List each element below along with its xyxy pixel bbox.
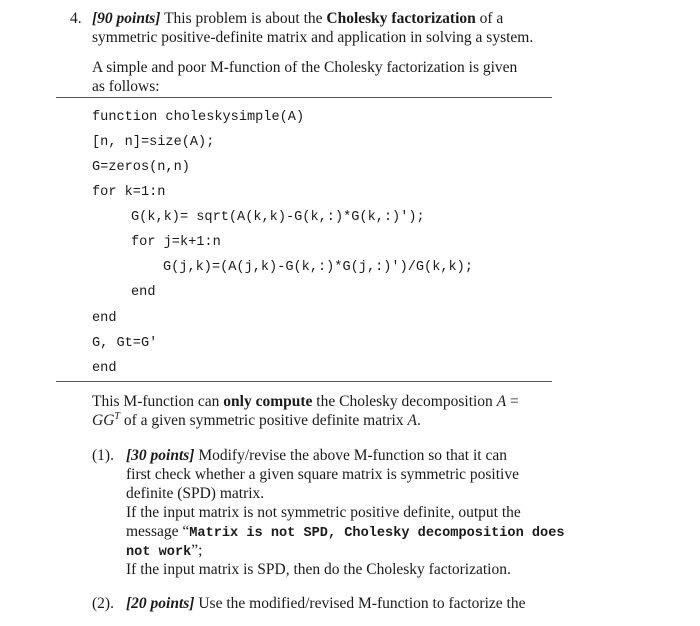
problem-points: [90 points] — [92, 10, 161, 27]
code-line-9: end — [92, 311, 117, 326]
part1-points: [30 points] — [126, 447, 195, 464]
eq-lhs: A — [496, 393, 507, 410]
part1-label: (1). — [92, 447, 114, 464]
code-line-11: end — [92, 361, 117, 376]
intro-pre: This problem is about the — [164, 10, 323, 27]
part2-line1 — [126, 594, 525, 613]
code-line-10: G, Gt=G' — [92, 336, 158, 351]
code-line-5: G(k,k)= sqrt(A(k,k)-G(k,:)*G(k,:)'); — [131, 210, 425, 225]
part1-line7: If the input matrix is SPD, then do the Cholesky factorization. — [126, 561, 511, 578]
problem-intro-line1 — [92, 9, 503, 28]
part2-points: [20 points] — [126, 595, 195, 612]
after-pre: This M-function can — [92, 393, 220, 410]
code-line-8: end — [131, 285, 156, 300]
eq-sup: T — [114, 411, 120, 422]
part1-line2: first check whether a given square matrix is symmetric positive — [126, 466, 519, 483]
part1-line1 — [126, 446, 507, 465]
part2-label: (2). — [92, 595, 114, 612]
part2-line1-rest: Use the modified/revised M-function to factorize the — [198, 595, 526, 612]
code-line-4: for k=1:n — [92, 185, 166, 200]
part1-line4: If the input matrix is not symmetric positive definite, output the — [126, 504, 521, 521]
after-post: the Cholesky decomposition — [316, 393, 493, 410]
after-line1 — [92, 392, 519, 411]
code-bottom-rule — [56, 381, 552, 382]
after-bold: only compute — [223, 393, 313, 410]
part1-line5-pre: message “ — [126, 523, 190, 540]
after-line2-end: . — [416, 412, 421, 429]
after-line2 — [92, 411, 421, 430]
after-line2-post: of a given symmetric positive definite matrix — [123, 412, 404, 429]
part1-line6-post: ”; — [191, 542, 203, 559]
part1-line6-mono: not work — [126, 545, 192, 560]
intro-post: of a — [479, 10, 504, 27]
intro-bold: Cholesky factorization — [326, 10, 476, 27]
code-top-rule — [56, 97, 552, 98]
code-line-1: function choleskysimple(A) — [92, 110, 305, 125]
eq-rhs: GG — [92, 412, 115, 429]
part1-line1-rest: Modify/revise the above M-function so that it can — [198, 447, 507, 464]
part1-line3: definite (SPD) matrix. — [126, 485, 265, 502]
after-line2-var: A — [407, 412, 417, 429]
problem-intro-line2: symmetric positive-definite matrix and application in solving a system. — [92, 29, 534, 46]
code-line-6: for j=k+1:n — [131, 235, 221, 250]
code-line-7: G(j,k)=(A(j,k)-G(k,:)*G(j,:)')/G(k,k); — [163, 260, 473, 275]
part1-line6 — [126, 541, 202, 562]
para2-line1: A simple and poor M-function of the Cholesky factorization is given — [92, 59, 518, 76]
problem-number: 4. — [70, 10, 82, 27]
para2-line2: as follows: — [92, 78, 160, 95]
eq-sign: = — [510, 393, 519, 410]
code-line-2: [n, n]=size(A); — [92, 135, 215, 150]
part1-line5 — [126, 522, 565, 543]
code-line-3: G=zeros(n,n) — [92, 160, 190, 175]
part1-line5-mono: Matrix is not SPD, Cholesky decomposition does — [189, 526, 565, 541]
